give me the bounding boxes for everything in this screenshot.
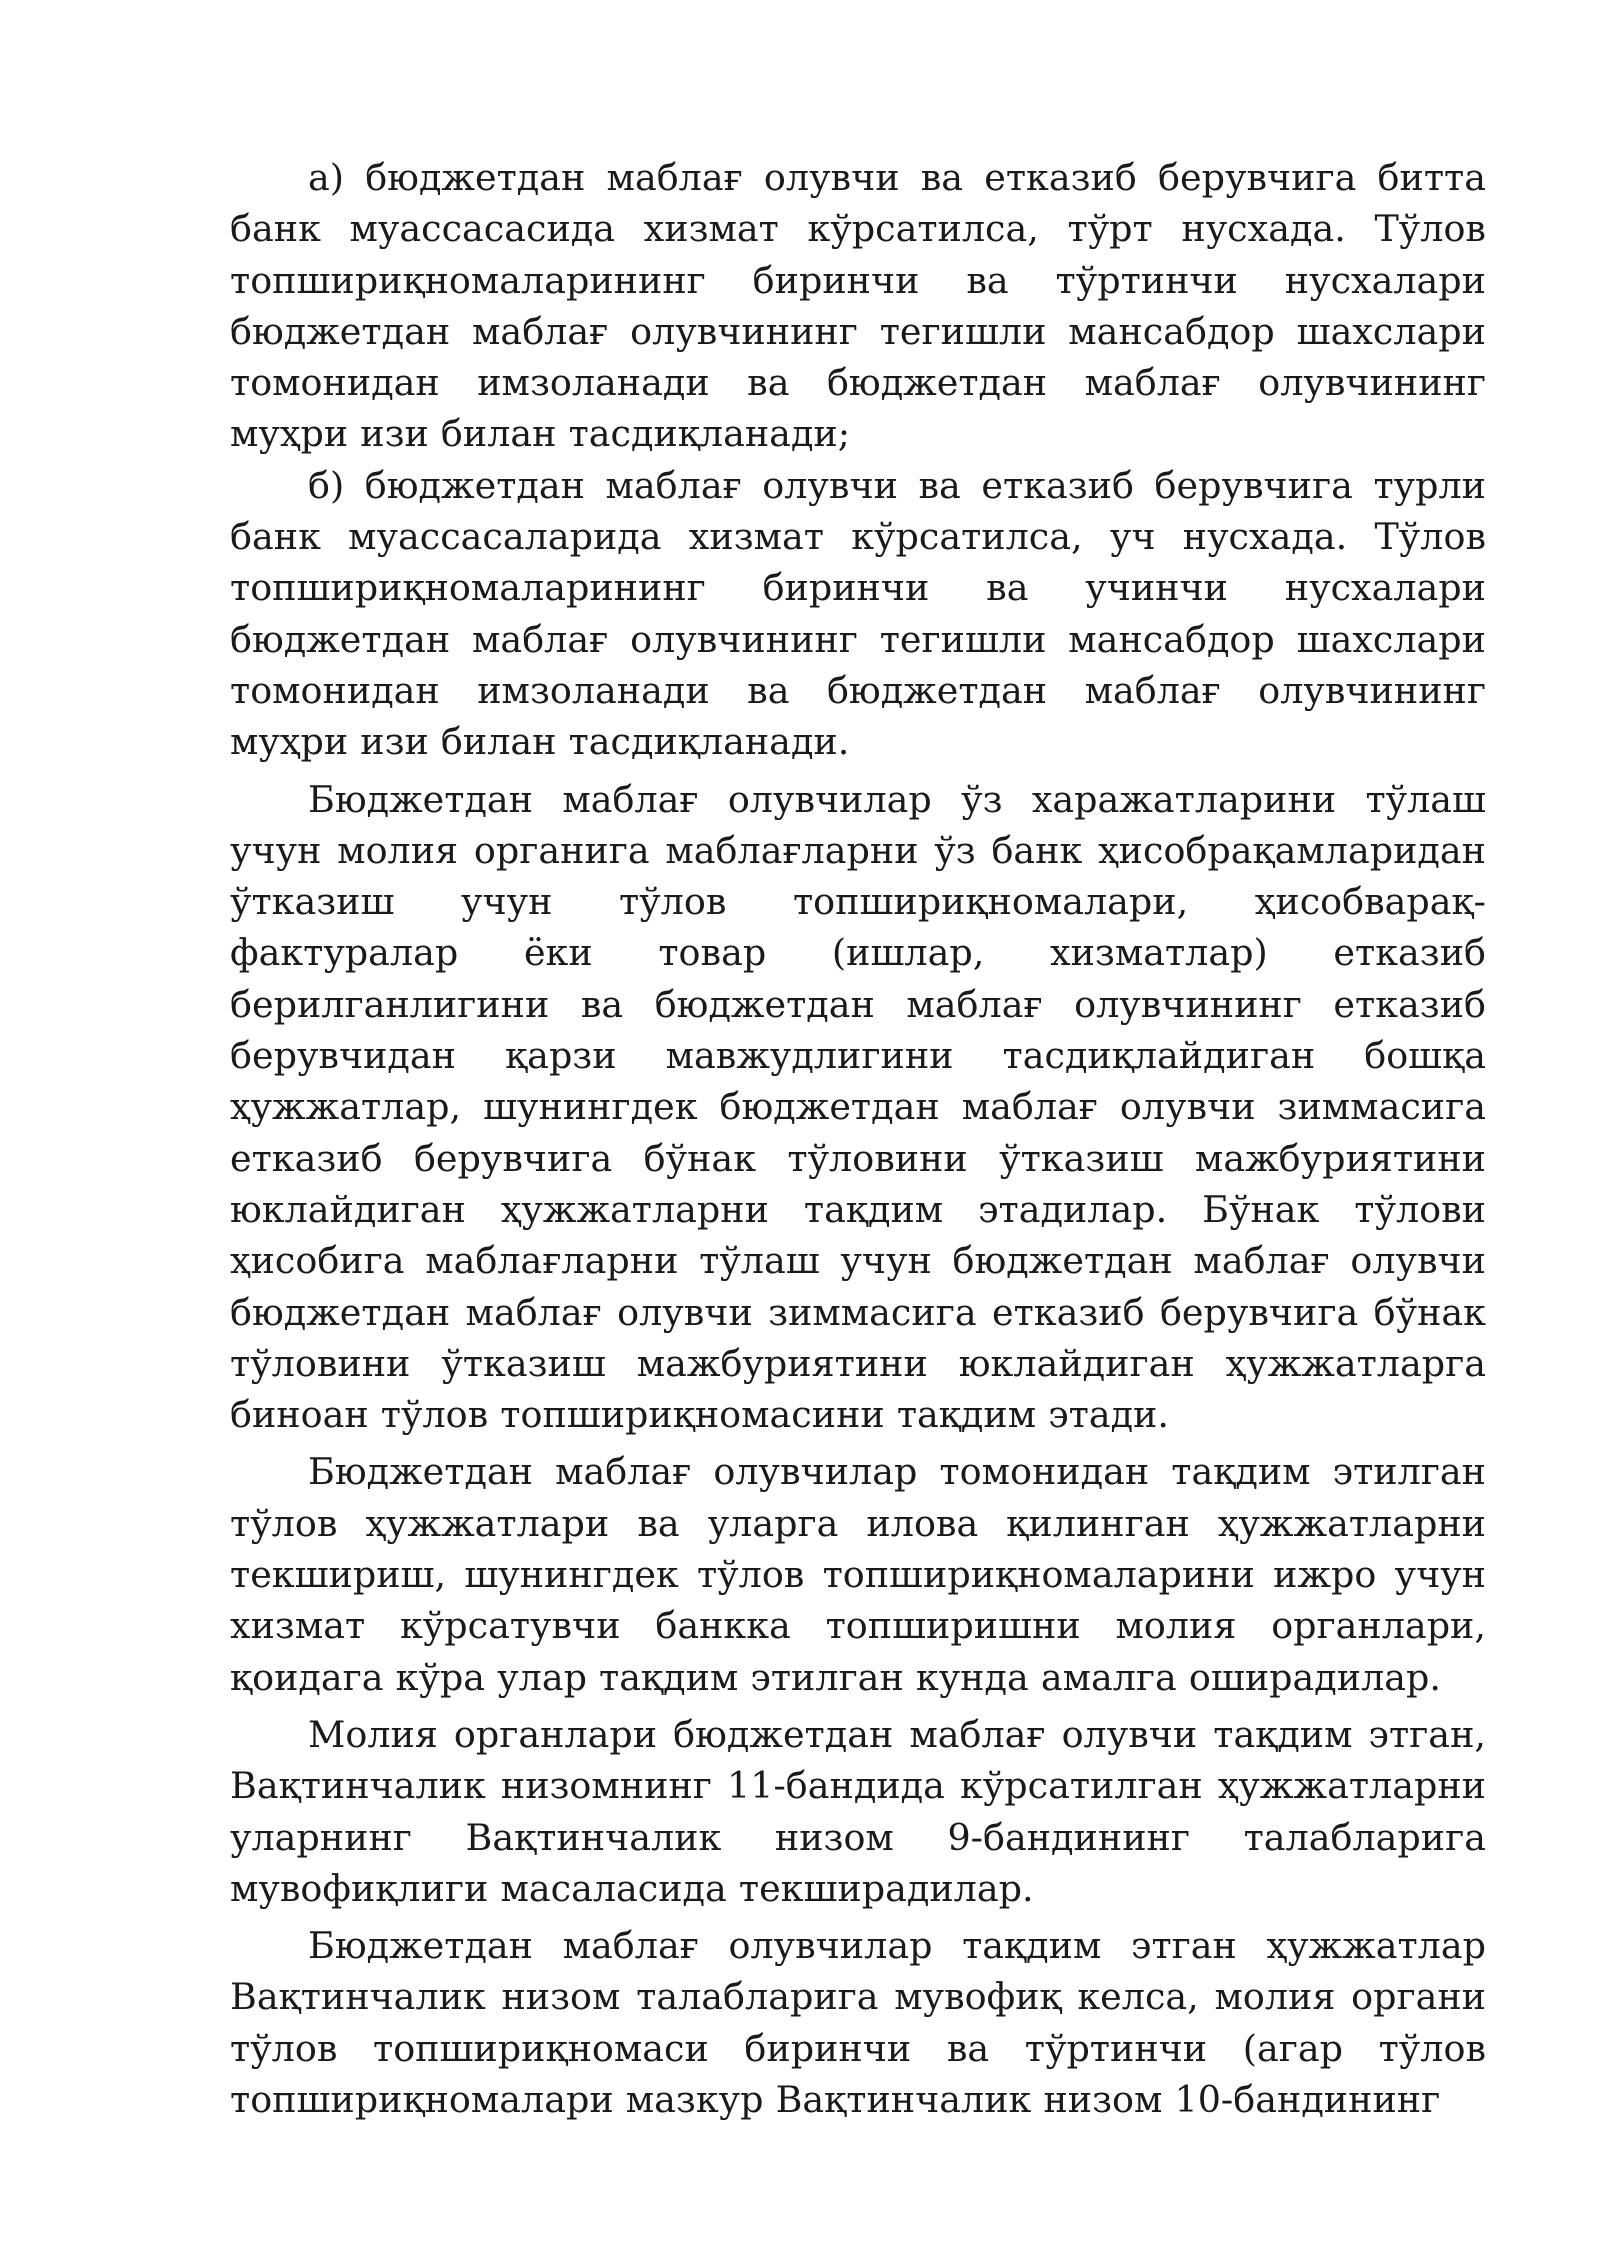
paragraph-finance-bodies: Молия органлари бюджетдан маблағ олувчи тақдим этган, Вақтинчалик низомнинг 11-бандида кўрсатилган ҳужжатларни уларнинг Вақтинчалик низом 9-бандининг талабларига мувофиқлиги масаласида текширадилар. (230, 1712, 1486, 1910)
paragraph-a: а) бюджетдан маблағ олувчи ва етказиб берувчига битта банк муассасасида хизмат кўрсатилса, тўрт нусхада. Тўлов топшириқномаларининг биринчи ва тўртинчи нусхалари бюджетдан маблағ олувчининг тегишли мансабдор шахслари томонидан имзоланади ва бюджетдан маблағ олувчининг муҳри изи билан тасдиқланади; (230, 156, 1486, 456)
paragraph-compliance: Бюджетдан маблағ олувчилар тақдим этган ҳужжатлар Вақтинчалик низом талабларига мувофиқ келса, молия органи тўлов топшириқномаси биринчи ва тўртинчи (агар тўлов топшириқномалари мазкур Вақтинчалик низом 10-бандининг (230, 1924, 1486, 2121)
paragraph-b: б) бюджетдан маблағ олувчи ва етказиб берувчига турли банк муассасаларида хизмат кўрсатилса, уч нусхада. Тўлов топшириқномаларининг биринчи ва учинчи нусхалари бюджетдан маблағ олувчининг тегишли мансабдор шахслари томонидан имзоланади ва бюджетдан маблағ олувчининг муҳри изи билан тасдиқланади. (230, 463, 1486, 764)
paragraph-documents: Бюджетдан маблағ олувчилар ўз харажатларини тўлаш учун молия органига маблағларни ўз банк ҳисобрақамларидан ўтказиш учун тўлов топшириқномалари, ҳисобварақ-фактуралар ёки товар (ишлар, хизматлар) етказиб берилганлигини ва бюджетдан маблағ олувчининг етказиб берувчидан қарзи мавжудлигини тасдиқлайдиган бошқа ҳужжатлар, шунингдек бюджетдан маблағ олувчи зиммасига етказиб берувчига бўнак тўловини ўтказиш мажбуриятини юклайдиган ҳужжатларни тақдим этадилар. Бўнак тўлови ҳисобига маблағларни тўлаш учун бюджетдан маблағ олувчи бюджетдан маблағ олувчи зиммасига етказиб берувчига бўнак тўловини ўтказиш мажбуриятини юклайдиган ҳужжатларга биноан тўлов топшириқномасини тақдим этади. (230, 777, 1486, 1437)
paragraph-verification: Бюджетдан маблағ олувчилар томонидан тақдим этилган тўлов ҳужжатлари ва уларга илова қилинган ҳужжатларни текшириш, шунингдек тўлов топшириқномаларини ижро учун хизмат кўрсатувчи банкка топширишни молия органлари, қоидага кўра улар тақдим этилган кунда амалга оширадилар. (230, 1450, 1486, 1699)
document-page (230, 152, 1486, 2125)
